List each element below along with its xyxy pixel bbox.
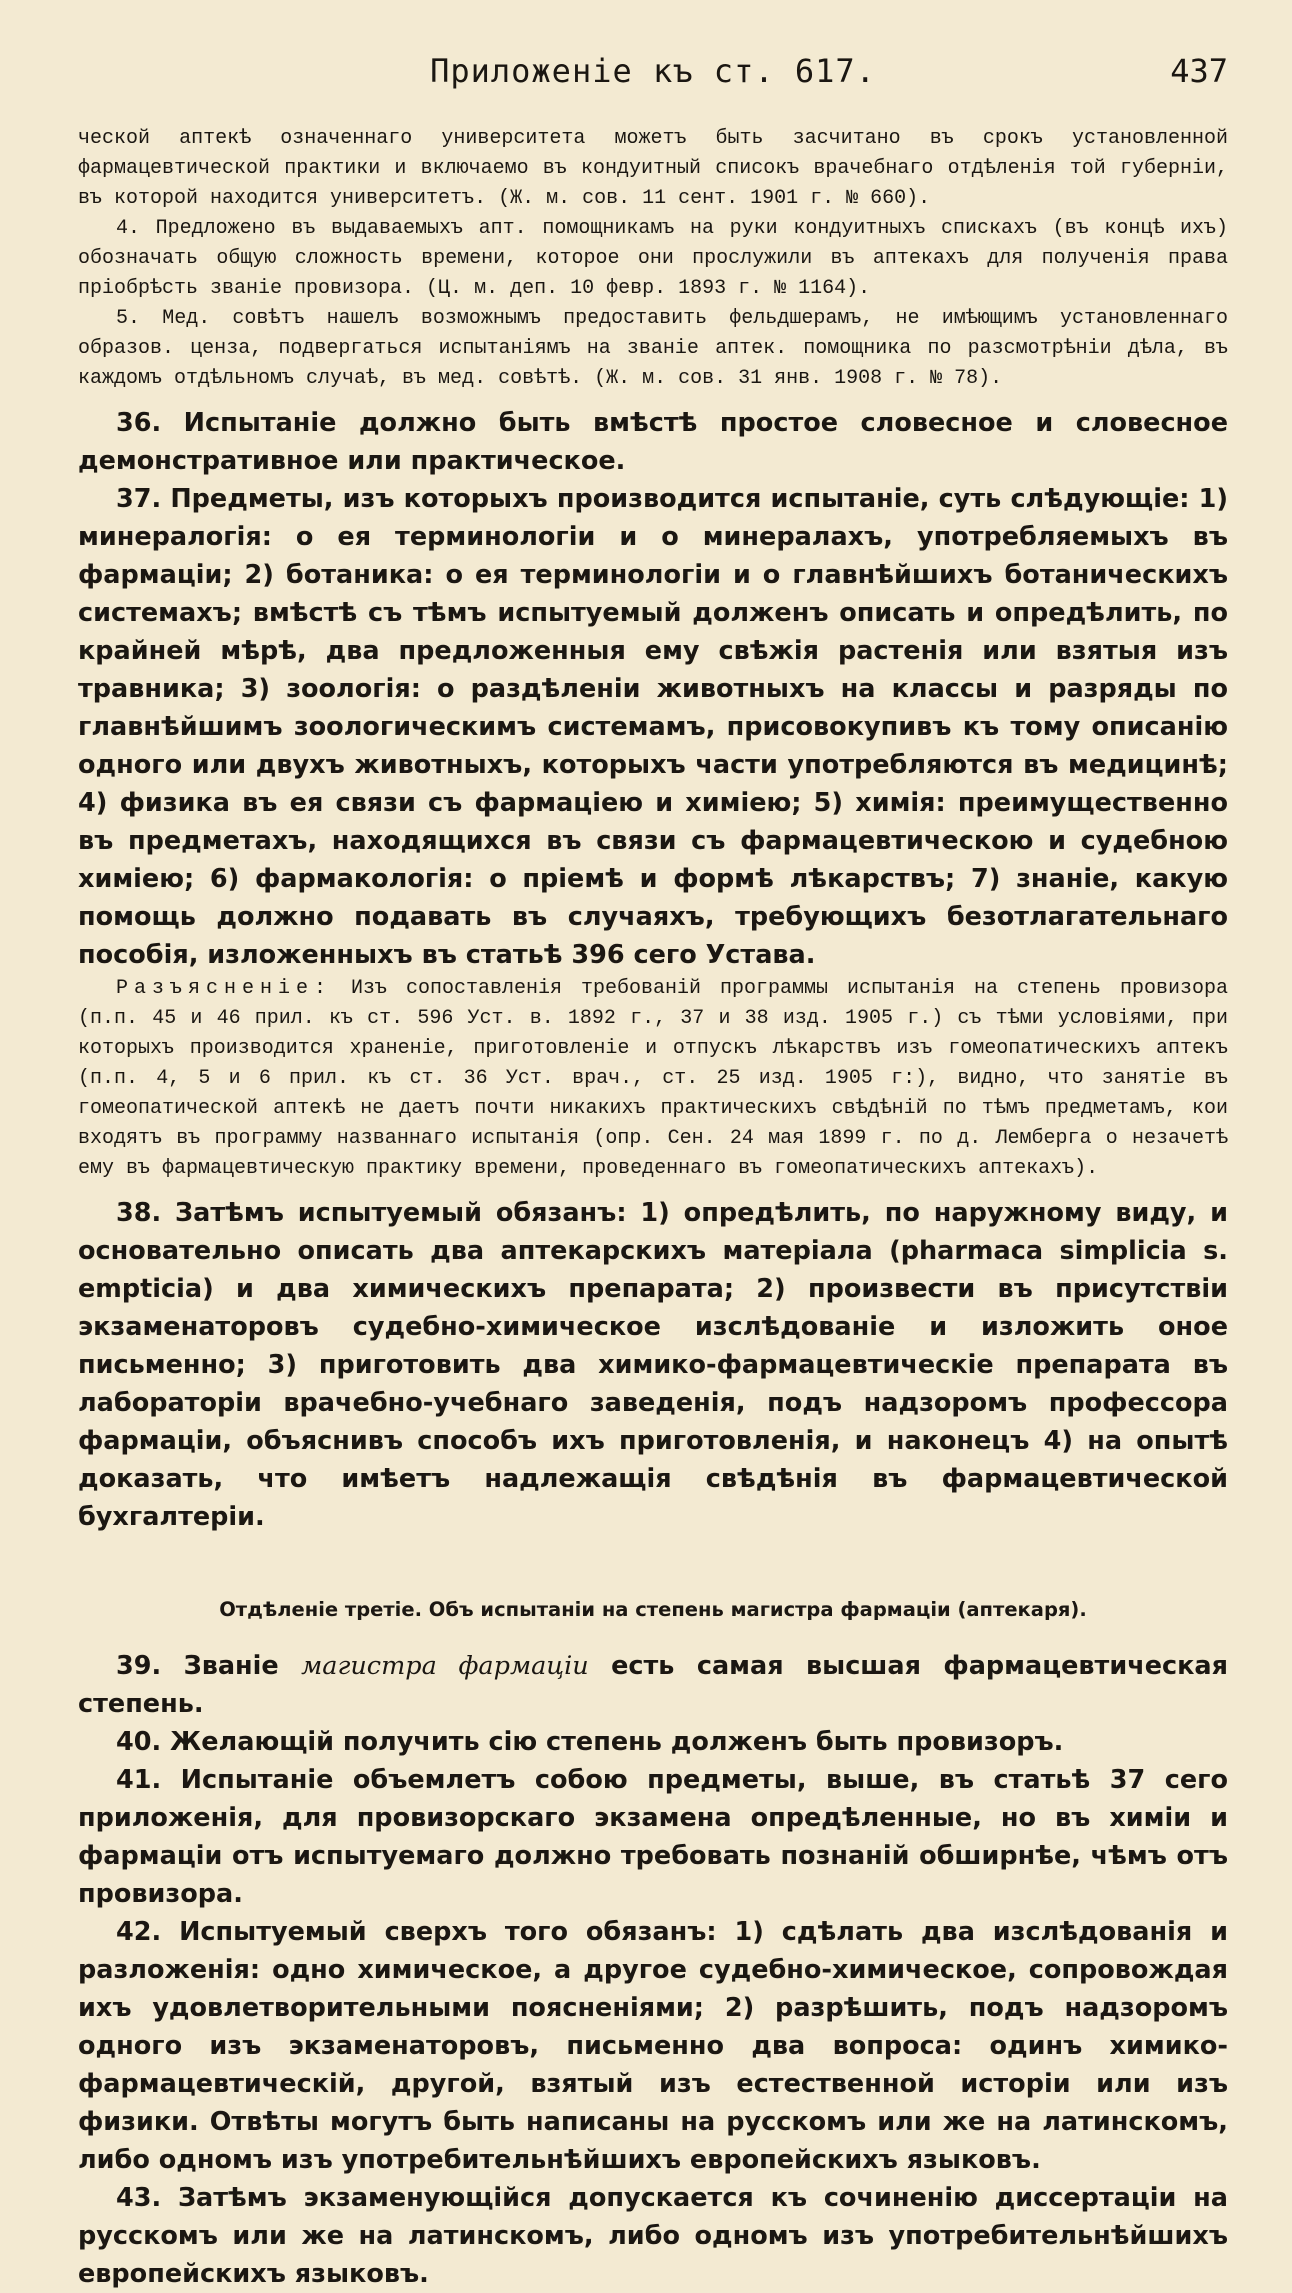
article-39-start: 39. Званіе	[116, 1651, 302, 1681]
running-title: Приложеніе къ ст. 617.	[430, 52, 876, 90]
article-42: 42. Испытуемый сверхъ того обязанъ: 1) сдѣлать два изслѣдованія и разложенія: одно химическое, а другое судебно-химическое, сопровождая ихъ удовлетворительными поясненіями; 2) разрѣшить, подъ надзоромъ одного изъ экзаменаторовъ, письменно два вопроса: одинъ химико-фармацевтическій, другой, взятый изъ естественной исторіи или изъ физики. Отвѣты могутъ быть написаны на русскомъ или же на латинскомъ, либо одномъ изъ употребительнѣйшихъ европейскихъ языковъ.	[78, 1917, 1228, 2175]
explanation	[78, 974, 1228, 1184]
article-36: 36. Испытаніе должно быть вмѣстѣ простое словесное и словесное демонстративное или практическое.	[78, 408, 1228, 476]
article-39	[78, 1647, 1228, 1723]
article-40: 40. Желающій получить сію степень долженъ быть провизоръ.	[116, 1727, 1064, 1757]
note-5: 5. Мед. совѣтъ нашелъ возможнымъ предоставить фельдшерамъ, не имѣющимъ установленнаго образов. ценза, подвергаться испытаніямъ на званіе аптек. помощника по разсмотрѣніи дѣла, въ каждомъ отдѣльномъ случаѣ, въ мед. совѣтѣ. (Ж. м. сов. 31 янв. 1908 г. № 78).	[78, 307, 1228, 390]
article-37: 37. Предметы, изъ которыхъ производится испытаніе, суть слѣдующіе: 1) минералогія: о ея терминологіи и о минералахъ, употребляемыхъ въ фармаціи; 2) ботаника: о ея терминологіи и о главнѣйшихъ ботаническихъ системахъ; вмѣстѣ съ тѣмъ испытуемый долженъ описать и опредѣлить, по крайней мѣрѣ, два предложенныя ему свѣжія растенія или взятыя изъ травника; 3) зоологія: о раздѣленіи животныхъ на классы и разряды по главнѣйшимъ зоологическимъ системамъ, присовокупивъ къ тому описанію одного или двухъ животныхъ, которыхъ части употребляются въ медицинѣ; 4) физика въ ея связи съ фармаціею и химіею; 5) химія: преимущественно въ предметахъ, находящихся въ связи съ фармацевтическою и судебною химіею; 6) фармакологія: о пріемѣ и формѣ лѣкарствъ; 7) знаніе, какую помощь должно подавать въ случаяхъ, требующихъ безотлагательнаго пособія, изложенныхъ въ статьѣ 396 сего Устава.	[78, 484, 1228, 970]
article-39-italic: магистра фармаціи	[301, 1651, 589, 1681]
article-41: 41. Испытаніе объемлетъ собою предметы, выше, въ статьѣ 37 сего приложенія, для провизорскаго экзамена опредѣленные, но въ химіи и фармаціи отъ испытуемаго должно требовать познаній обширнѣе, чѣмъ отъ провизора.	[78, 1765, 1228, 1909]
note-continuation: ческой аптекѣ означеннаго университета можетъ быть засчитано въ срокъ установленной фармацевтической практики и включаемо въ кондуитный списокъ врачебнаго отдѣленія той губерніи, въ которой находится университетъ. (Ж. м. сов. 11 сент. 1901 г. № 660).	[78, 127, 1228, 210]
page-header	[78, 52, 1228, 102]
explanation-text: Изъ сопоставленія требованій программы испытанія на степень провизора (п.п. 45 и 46 прил. къ ст. 596 Уст. в. 1892 г., 37 и 38 изд. 1905 г.) съ тѣми условіями, при которыхъ производится храненіе, приготовленіе и отпускъ лѣкарствъ изъ гомеопатическихъ аптекъ (п.п. 4, 5 и 6 прил. къ ст. 36 Уст. врач., ст. 25 изд. 1905 г:), видно, что занятіе въ гомеопатической аптекѣ не даетъ почти никакихъ практическихъ свѣдѣній по тѣмъ предметамъ, кои входятъ въ программу названнаго испытанія (опр. Сен. 24 мая 1899 г. по д. Лемберга о незачетѣ ему въ фармацевтическую практику времени, проведеннаго въ гомеопатическихъ аптекахъ).	[78, 977, 1228, 1180]
note-4: 4. Предложено въ выдаваемыхъ апт. помощникамъ на руки кондуитныхъ спискахъ (въ концѣ ихъ) обозначать общую сложность времени, которое они прослужили въ аптекахъ для полученія права пріобрѣсть званіе провизора. (Ц. м. деп. 10 февр. 1893 г. № 1164).	[78, 217, 1228, 300]
article-39-end: есть самая высшая фармацевтическая степень.	[78, 1651, 1228, 1719]
article-38: 38. Затѣмъ испытуемый обязанъ: 1) опредѣлить, по наружному виду, и основательно описать два аптекарскихъ матеріала (pharmaca simplicia s. empticia) и два химическихъ препарата; 2) произвести въ присутствіи экзаменаторовъ судебно-химическое изслѣдованіе и изложить оное письменно; 3) приготовить два химико-фармацевтическіе препарата въ лабораторіи врачебно-учебнаго заведенія, подъ надзоромъ профессора фармаціи, объяснивъ способъ ихъ приготовленія, и наконецъ 4) на опытѣ доказать, что имѣетъ надлежащія свѣдѣнія въ фармацевтической бухгалтеріи.	[78, 1198, 1228, 1532]
section-title: Отдѣленіе третіе. Объ испытаніи на степень магистра фармаціи (аптекаря).	[219, 1598, 1087, 1621]
page-number: 437	[1170, 52, 1228, 90]
explanation-label: Разъясненіе:	[116, 977, 333, 1000]
article-43: 43. Затѣмъ экзаменующійся допускается къ сочиненію диссертаціи на русскомъ или же на латинскомъ, либо одномъ изъ употребительнѣйшихъ европейскихъ языковъ.	[78, 2183, 1228, 2289]
document-page	[78, 52, 1228, 2289]
